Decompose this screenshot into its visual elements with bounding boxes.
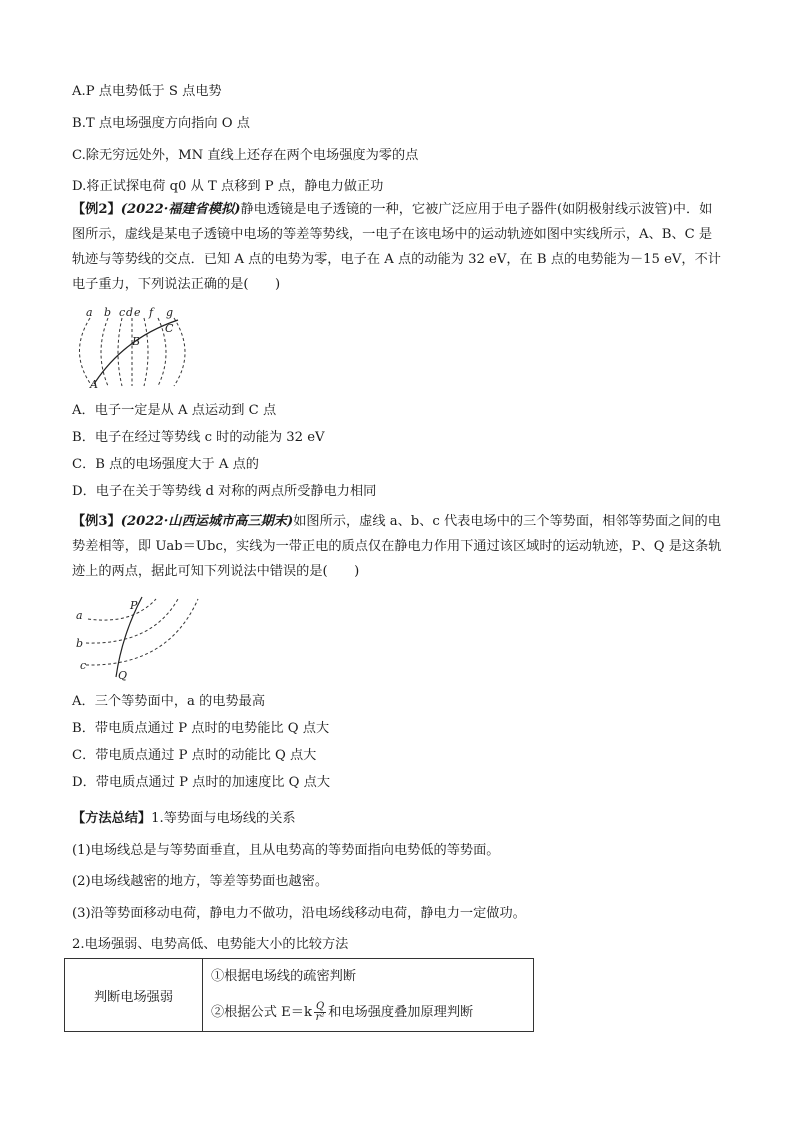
example2-source: (2022·福建省模拟)	[120, 202, 241, 217]
summary-heading-2: 2.电场强弱、电势高低、电势能大小的比较方法	[72, 937, 349, 952]
summary-tag: 【方法总结】	[72, 811, 152, 826]
label-c: c	[119, 306, 126, 319]
equipotential-c	[86, 599, 198, 665]
label-e: e	[134, 306, 141, 319]
summary-item-3: (3)沿等势面移动电荷，静电力不做功，沿电场线移动电荷，静电力一定做功。	[72, 906, 526, 921]
example2-stem	[72, 197, 722, 297]
label-point-c: C	[165, 322, 174, 335]
option-prev-b: B.T 点电场强度方向指向 O 点	[72, 116, 250, 131]
equipotential-g	[174, 318, 185, 386]
option-prev-a: A.P 点电势低于 S 点电势	[72, 84, 222, 99]
equipotential-a	[79, 318, 92, 386]
fraction-numerator: Q	[315, 1001, 325, 1012]
summary-item-2: (2)电场线越密的地方，等差等势面也越密。	[72, 874, 329, 889]
example2-figure	[74, 306, 194, 391]
label-point-a: A	[90, 378, 98, 391]
example3-option-d: D．带电质点通过 P 点时的加速度比 Q 点大	[72, 775, 331, 790]
example3-stem	[72, 509, 722, 584]
label-g: g	[166, 306, 174, 319]
example2-option-d: D．电子在关于等势线 d 对称的两点所受静电力相同	[72, 484, 377, 499]
table-row-2	[211, 1001, 473, 1023]
label-p: P	[130, 599, 138, 612]
equipotential-b	[101, 318, 108, 386]
example2-option-b: B．电子在经过等势线 c 时的动能为 32 eV	[72, 430, 325, 445]
label-c: c	[80, 659, 87, 672]
table-left-cell: 判断电场强弱	[65, 959, 203, 1031]
label-f: f	[149, 306, 154, 319]
example3-option-c: C．带电质点通过 P 点时的动能比 Q 点大	[72, 748, 317, 763]
example3-option-a: A．三个等势面中，a 的电势最高	[72, 694, 266, 709]
label-a: a	[86, 306, 93, 319]
fraction-denominator: r²	[315, 1012, 325, 1023]
label-d: d	[126, 306, 134, 319]
equipotential-e	[144, 318, 148, 386]
example3-tag: 【例3】	[72, 514, 121, 529]
example3-source: (2022·山西运城市高三期末)	[120, 514, 294, 529]
example2-option-c: C．B 点的电场强度大于 A 点的	[72, 457, 259, 472]
equipotential-a	[88, 599, 156, 620]
example2-tag: 【例2】	[72, 202, 121, 217]
summary-heading	[72, 810, 296, 828]
particle-trajectory	[116, 597, 142, 677]
formula-fraction	[314, 1002, 326, 1023]
comparison-table	[64, 958, 534, 1032]
summary-item-1: (1)电场线总是与等势面垂直，且从电势高的等势面指向电势低的等势面。	[72, 843, 500, 858]
example2-text: 静电透镜是电子透镜的一种，它被广泛应用于电子器件(如阴极射线示波管)中．如图所示，虚线是某电子透镜中电场的等差等势线，一电子在该电场中的运动轨迹如图中实线所示，A、B、C 是轨迹与等势线的交点．已知 A 点的电势为零，电子在 A 点的动能为 32 eV，在 B 点的电势能为－15 eV，不计电子重力，下列说法正确的是( )	[72, 202, 721, 292]
label-q: Q	[118, 669, 128, 682]
table-row-1: ①根据电场线的疏密判断	[211, 969, 357, 984]
example3-figure	[72, 595, 202, 685]
label-a: a	[76, 609, 83, 622]
table-row-2-prefix: ②根据公式 E＝k	[211, 1005, 312, 1020]
example3-text: 如图所示，虚线 a、b、c 代表电场中的三个等势面，相邻等势面之间的电势差相等，即 Uab＝Ubc，实线为一带正电的质点仅在静电力作用下通过该区域时的运动轨迹，P、Q 是这条轨迹上的两点，据此可知下列说法中错误的是( )	[72, 514, 722, 579]
example2-option-a: A．电子一定是从 A 点运动到 C 点	[72, 403, 277, 418]
example3-option-b: B．带电质点通过 P 点时的电势能比 Q 点大	[72, 721, 330, 736]
label-b: b	[104, 306, 112, 319]
summary-heading-text: 1.等势面与电场线的关系	[151, 811, 296, 826]
table-row-2-suffix: 和电场强度叠加原理判断	[328, 1005, 474, 1020]
option-prev-d: D.将正试探电荷 q0 从 T 点移到 P 点，静电力做正功	[72, 179, 384, 194]
label-point-b: B	[132, 335, 141, 348]
option-prev-c: C.除无穷远处外，MN 直线上还存在两个电场强度为零的点	[72, 148, 419, 163]
label-b: b	[76, 637, 84, 650]
